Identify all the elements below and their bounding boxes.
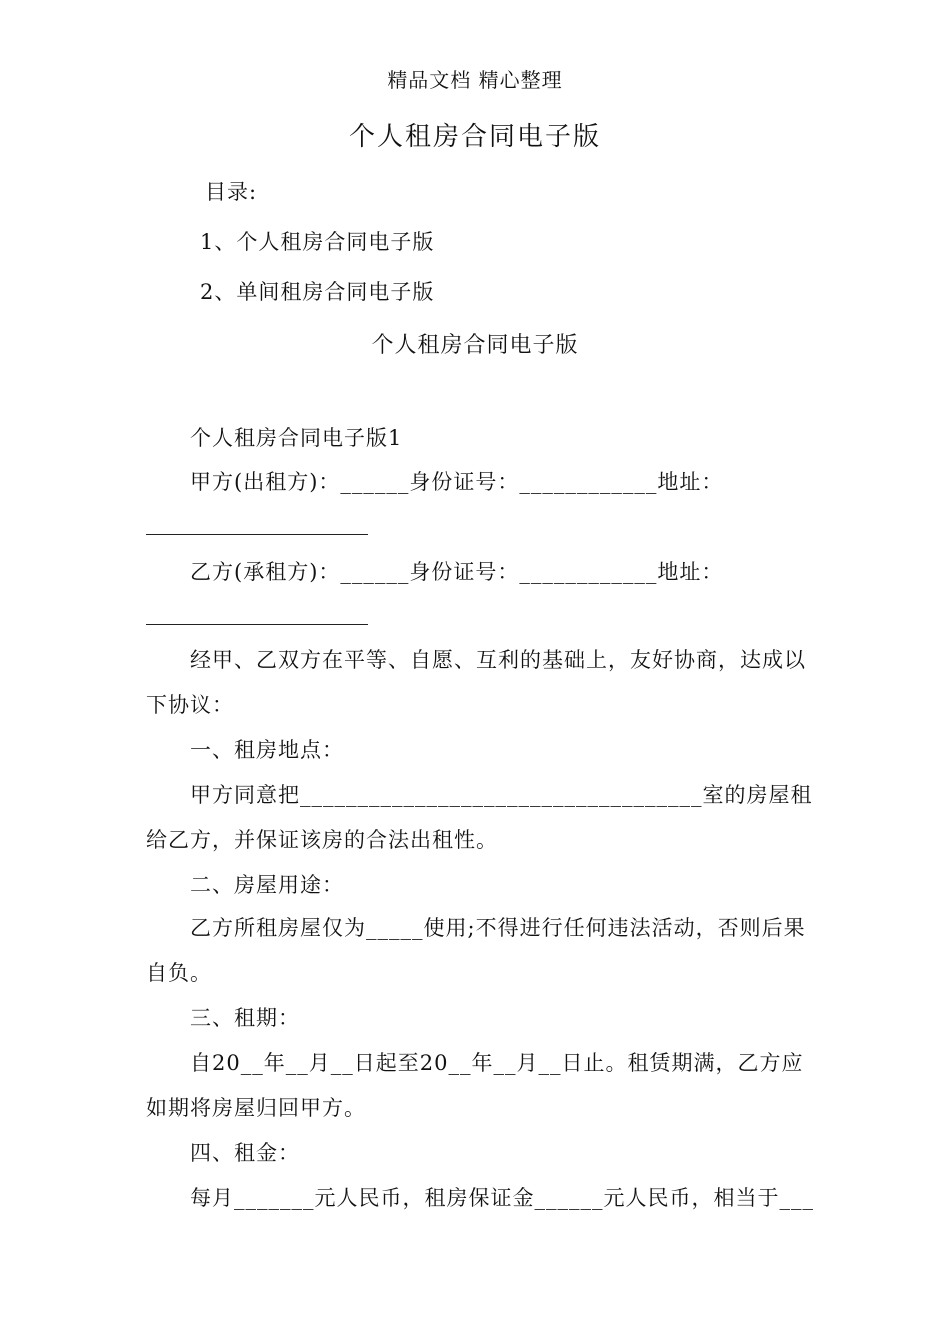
section-4-title: 四、租金： [190, 1141, 300, 1165]
party-a-line: 甲方(出租方)：______身份证号：____________地址： [190, 470, 724, 494]
section-1-text: 甲方同意把___________________________________室的房屋租 [190, 783, 813, 807]
section-4-text: 每月_______元人民币，租房保证金______元人民币，相当于___ [190, 1186, 814, 1210]
section-3-text: 自20__年__月__日起至20__年__月__日止。租赁期满，乙方应 [190, 1051, 804, 1075]
party-b-line: 乙方(承租方)：______身份证号：____________地址： [190, 560, 724, 584]
intro-paragraph-cont: 下协议： [146, 693, 234, 717]
section-1-title: 一、租房地点： [190, 738, 344, 762]
toc-item: 2、单间租房合同电子版 [200, 280, 435, 304]
section-2-text: 乙方所租房屋仅为_____使用;不得进行任何违法活动，否则后果 [190, 916, 806, 940]
section-title: 个人租房合同电子版 [371, 333, 579, 358]
intro-paragraph: 经甲、乙双方在平等、自愿、互利的基础上，友好协商，达成以 [190, 648, 806, 672]
section-1-text-cont: 给乙方，并保证该房的合法出租性。 [146, 828, 498, 852]
contract-heading: 个人租房合同电子版1 [190, 426, 403, 450]
toc-item: 1、个人租房合同电子版 [200, 230, 435, 254]
section-2-title: 二、房屋用途： [190, 873, 344, 897]
page-header: 精品文档 精心整理 [387, 68, 563, 92]
party-b-address-blank [146, 624, 368, 625]
document-title: 个人租房合同电子版 [348, 122, 601, 152]
section-3-text-cont: 如期将房屋归回甲方。 [146, 1096, 366, 1120]
toc-label: 目录: [205, 180, 258, 204]
section-3-title: 三、租期： [190, 1006, 300, 1030]
party-a-address-blank [146, 534, 368, 535]
section-2-text-cont: 自负。 [146, 961, 212, 985]
